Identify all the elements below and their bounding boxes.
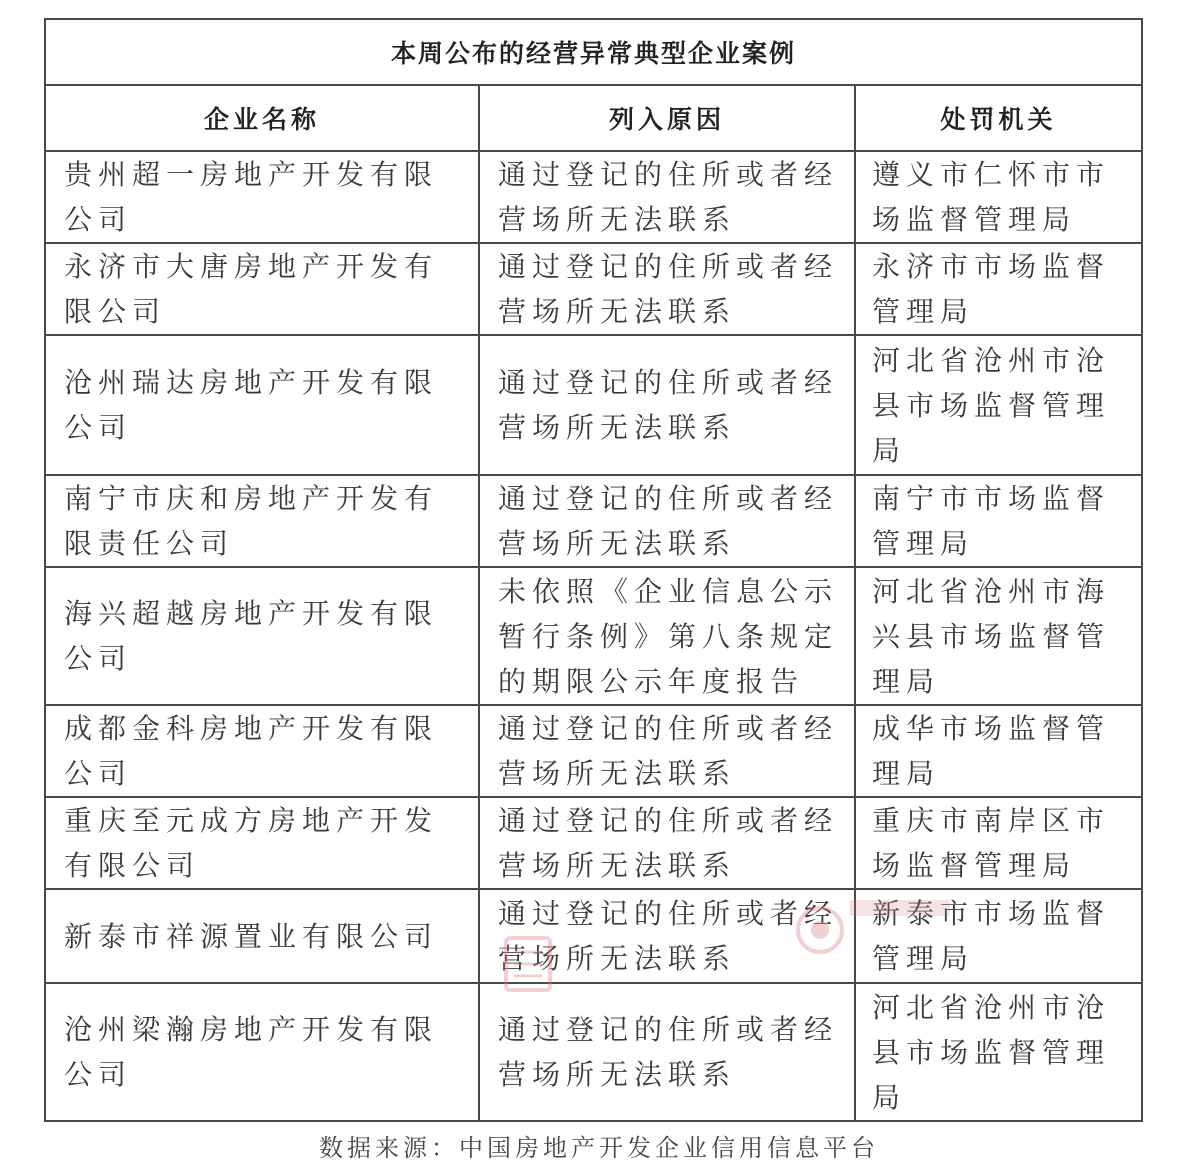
- table-row: [45, 567, 1142, 705]
- authority-cell: 南宁市市场监督管理局: [855, 475, 1142, 567]
- reason-cell: 通过登记的住所或者经营场所无法联系: [479, 797, 855, 889]
- header-company: 企业名称: [45, 85, 479, 151]
- table-title: 本周公布的经营异常典型企业案例: [45, 19, 1142, 85]
- company-cell: 南宁市庆和房地产开发有限责任公司: [45, 475, 479, 567]
- cases-table: [44, 18, 1143, 1122]
- company-cell: 永济市大唐房地产开发有限公司: [45, 243, 479, 335]
- authority-cell: 河北省沧州市海兴县市场监督管理局: [855, 567, 1142, 705]
- reason-cell: 通过登记的住所或者经营场所无法联系: [479, 889, 855, 983]
- table-row: [45, 243, 1142, 335]
- reason-cell: 通过登记的住所或者经营场所无法联系: [479, 243, 855, 335]
- company-cell: 新泰市祥源置业有限公司: [45, 889, 479, 983]
- company-cell: 沧州瑞达房地产开发有限公司: [45, 335, 479, 475]
- company-cell: 成都金科房地产开发有限公司: [45, 705, 479, 797]
- table-row: [45, 983, 1142, 1121]
- table-row: [45, 797, 1142, 889]
- header-reason: 列入原因: [479, 85, 855, 151]
- authority-cell: 永济市市场监督管理局: [855, 243, 1142, 335]
- reason-cell: 通过登记的住所或者经营场所无法联系: [479, 475, 855, 567]
- table-row: [45, 705, 1142, 797]
- company-cell: 重庆至元成方房地产开发有限公司: [45, 797, 479, 889]
- reason-cell: 通过登记的住所或者经营场所无法联系: [479, 705, 855, 797]
- table-row: [45, 335, 1142, 475]
- authority-cell: 重庆市南岸区市场监督管理局: [855, 797, 1142, 889]
- authority-cell: 遵义市仁怀市市场监督管理局: [855, 151, 1142, 243]
- company-cell: 沧州梁瀚房地产开发有限公司: [45, 983, 479, 1121]
- data-source-note: 数据来源：中国房地产开发企业信用信息平台: [319, 1134, 879, 1162]
- reason-cell: 未依照《企业信息公示暂行条例》第八条规定的期限公示年度报告: [479, 567, 855, 705]
- company-cell: 海兴超越房地产开发有限公司: [45, 567, 479, 705]
- title-row: [45, 19, 1142, 85]
- header-authority: 处罚机关: [855, 85, 1142, 151]
- authority-cell: 成华市场监督管理局: [855, 705, 1142, 797]
- cases-sheet: [44, 18, 1141, 1122]
- authority-cell: 新泰市市场监督管理局: [855, 889, 1142, 983]
- authority-cell: 河北省沧州市沧县市场监督管理局: [855, 983, 1142, 1121]
- table-row: [45, 475, 1142, 567]
- authority-cell: 河北省沧州市沧县市场监督管理局: [855, 335, 1142, 475]
- reason-cell: 通过登记的住所或者经营场所无法联系: [479, 151, 855, 243]
- table-row: [45, 151, 1142, 243]
- header-row: [45, 85, 1142, 151]
- table-row: [45, 889, 1142, 983]
- company-cell: 贵州超一房地产开发有限公司: [45, 151, 479, 243]
- reason-cell: 通过登记的住所或者经营场所无法联系: [479, 983, 855, 1121]
- reason-cell: 通过登记的住所或者经营场所无法联系: [479, 335, 855, 475]
